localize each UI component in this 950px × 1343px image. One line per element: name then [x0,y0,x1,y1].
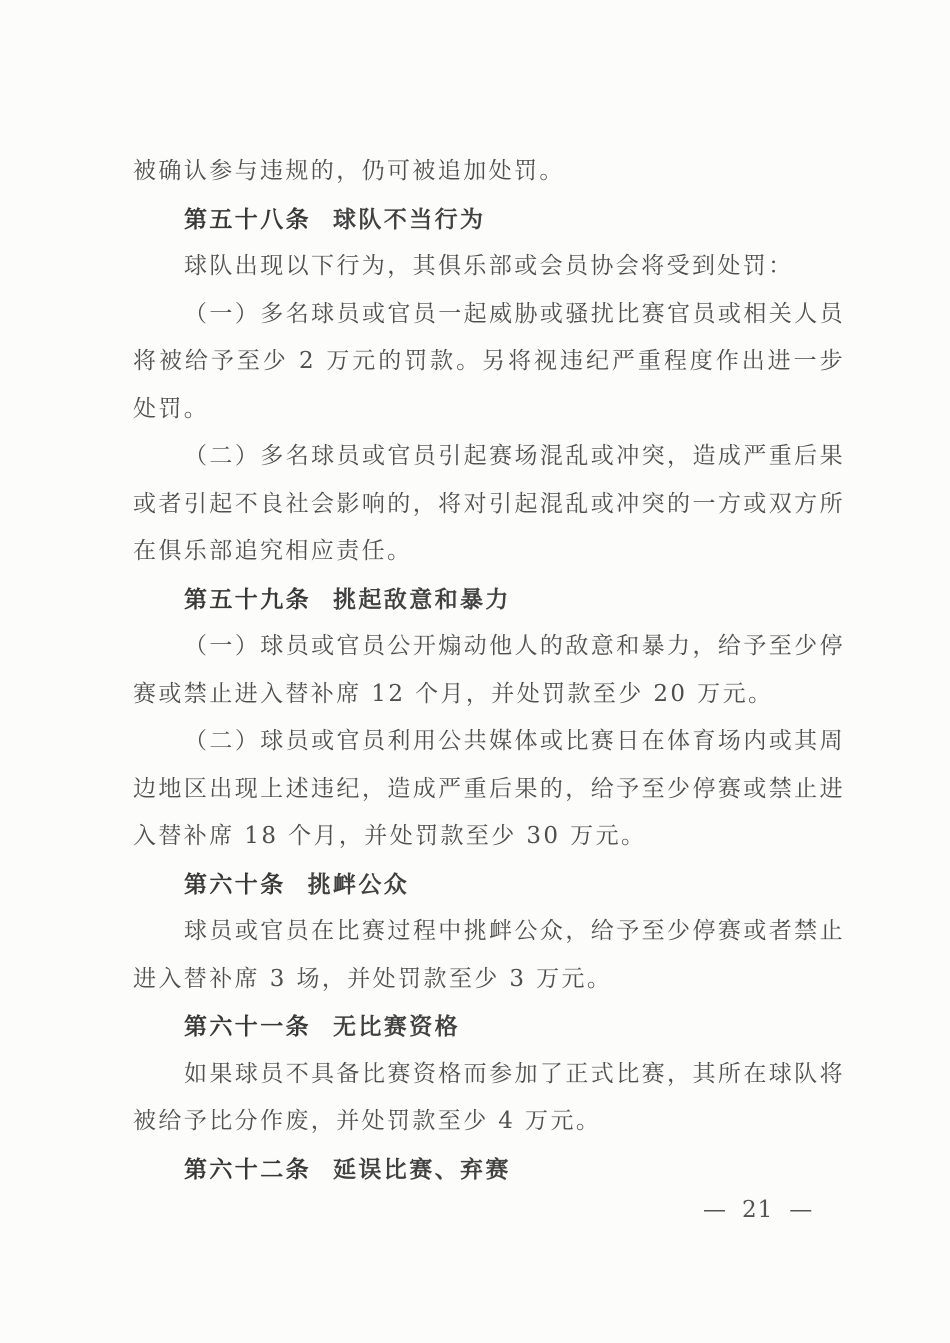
article-number: 第六十二条 [184,1155,311,1183]
article-heading [133,196,845,244]
paragraph-line: 被确认参与违规的，仍可被追加处罚。 [133,158,565,184]
article-number: 第五十八条 [184,205,311,233]
page-number [703,1190,812,1230]
paragraph-line: （一）多名球员或官员一起威胁或骚扰比赛官员或相关人员 [184,300,845,327]
paragraph-line: 球员或官员在比赛过程中挑衅公众，给予至少停赛或者禁止 [184,918,845,944]
article-title: 延误比赛、弃赛 [333,1155,511,1183]
paragraph-line: 入替补席 18 个月，并处罚款至少 30 万元。 [133,823,647,849]
page-number-value: 21 [742,1197,774,1223]
paragraph-line: 或者引起不良社会影响的，将对引起混乱或冲突的一方或双方所 [133,490,845,517]
article-number: 第五十九条 [184,585,311,613]
paragraph-line: （二）多名球员或官员引起赛场混乱或冲突，造成严重后果 [184,443,845,469]
page-number-dash-left: — [703,1197,726,1223]
paragraph-line: 如果球员不具备比赛资格而参加了正式比赛，其所在球队将 [184,1060,845,1087]
article-heading [133,1003,845,1051]
paragraph-line: 进入替补席 3 场，并处罚款至少 3 万元。 [133,965,613,992]
article-heading [133,576,845,624]
article-heading [133,861,845,909]
article-title: 球队不当行为 [333,205,486,233]
paragraph-line: （二）球员或官员利用公共媒体或比赛日在体育场内或其周 [184,728,845,754]
paragraph-line: 边地区出现上述违纪，造成严重后果的，给予至少停赛或禁止进 [133,775,845,802]
article-number: 第六十一条 [184,1013,311,1040]
paragraph-line: 被给予比分作废，并处罚款至少 4 万元。 [133,1108,602,1134]
paragraph-line: 在俱乐部追究相应责任。 [133,538,413,564]
article-title: 挑起敌意和暴力 [333,585,511,613]
document-text-block [133,148,845,1193]
paragraph-line: 处罚。 [133,395,210,422]
paragraph-line: 赛或禁止进入替补席 12 个月，并处罚款至少 20 万元。 [133,680,774,707]
article-number: 第六十条 [184,870,286,898]
article-title: 无比赛资格 [333,1013,460,1040]
article-heading [133,1146,845,1194]
page-number-dash-right: — [789,1197,813,1223]
paragraph-line: 将被给予至少 2 万元的罚款。另将视违纪严重程度作出进一步 [133,348,845,374]
paragraph-line: 球队出现以下行为，其俱乐部或会员协会将受到处罚： [184,253,794,279]
article-title: 挑衅公众 [307,870,410,898]
paragraph-line: （一）球员或官员公开煽动他人的敌意和暴力，给予至少停 [184,633,845,659]
